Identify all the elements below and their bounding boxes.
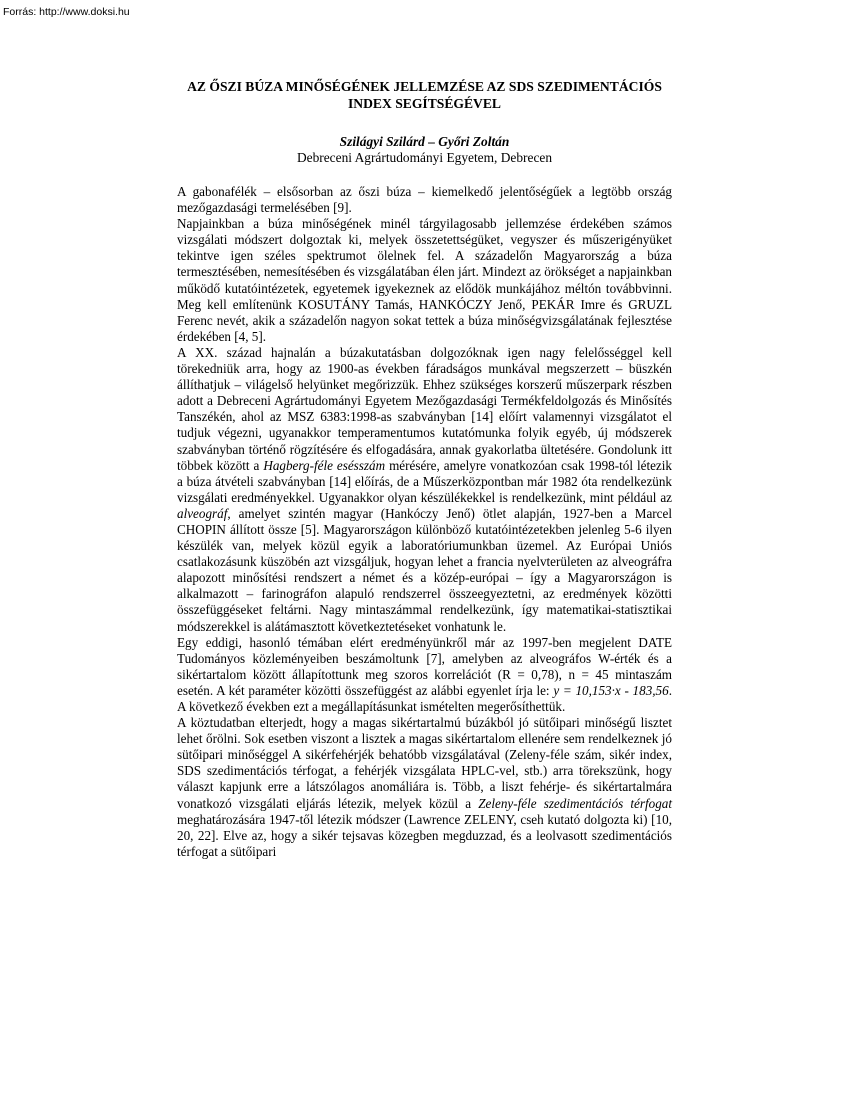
paragraph-3-text-2: mérésére, amelyre vonatkozóan csak 1998-tól létezik a búza átvételi szabványban [14] előírás, de a Műszerközpontban már 1982 óta rendelkezünk vizsgálati eredményekkel. Ugyanakkor olyan készülékekkel is rendelkezünk, mint például az <box>177 457 672 505</box>
authors: Szilágyi Szilárd – Győri Zoltán <box>339 134 510 149</box>
title-line-1: AZ ŐSZI BÚZA MINŐSÉGÉNEK JELLEMZÉSE AZ SDS SZEDIMENTÁCIÓS <box>187 79 662 94</box>
document-page <box>177 78 672 860</box>
title-line-2: INDEX SEGÍTSÉGÉVEL <box>348 96 501 111</box>
body-text <box>177 184 672 860</box>
paragraph-1: A gabonafélék – elsősorban az őszi búza – kiemelkedő jelentőségűek a legtöbb ország mezőgazdasági termelésében [9]. <box>177 184 672 216</box>
regression-equation: y = 10,153·x - 183,56 <box>553 682 669 698</box>
paragraph-3 <box>177 345 672 635</box>
paragraph-4 <box>177 635 672 715</box>
paragraph-3-text-3: , amelyet szintén magyar (Hankóczy Jenő) ötlet alapján, 1927-ben a Marcel CHOPIN állított össze [5]. Magyarországon különböző kutatóintézetekben jelenleg 5-6 ilyen készülék van, melyek közül egyik a laboratóriumunkban üzemel. Az Európai Uniós csatlakozásunk küszöbén azt vizsgáljuk, hogyan lehet a francia nyelvterületen az alveográfra alapozott minősítési rendszert a német és a közép-európai – így a Magyarországon is alkalmazott – farinográfon alapuló rendszerrel összeegyeztetni, az eredmények közötti összefüggéseket feltárni. Nagy mintaszámmal rendelkezünk, így matematikai-statisztikai módszerekkel is alátámasztott következtetéseket vonhatunk le. <box>177 505 672 634</box>
paragraph-2: Napjainkban a búza minőségének minél tárgyilagosabb jellemzése érdekében számos vizsgálati módszert dolgoztak ki, melyek összetettségüket, vegyszer és műszerigényüket tekintve igen széles spektrumot ölelnek fel. A századelőn Magyarország a búza termesztésében, nemesítésében és vizsgálatában élen járt. Mindezt az örökséget a napjainkban működő kutatóintézetek, egyetemek igyekeznek az elődök munkájához méltón továbbvinni. Meg kell említenünk KOSUTÁNY Tamás, HANKÓCZY Jenő, PEKÁR Imre és GRUZL Ferenc nevét, akik a századelőn nagyon sokat tettek a búza minőségvizsgálatának fejlesztése érdekében [4, 5]. <box>177 216 672 344</box>
paragraph-3-italic-2: alveográf <box>177 505 228 521</box>
paragraph-4-text-1: Egy eddigi, hasonló témában elért eredményünkről már az 1997-ben megjelent DATE Tudományos közleményeiben beszámoltunk [7], amelyben az alveográfos W-érték és a sikértartalom között állapítottunk meg szoros korrelációt (R = 0,78), n = 45 mintaszám esetén. A két paraméter közötti összefüggést az alábbi egyenlet írja le: <box>177 634 672 698</box>
paragraph-5-italic-1: Zeleny-féle szedimentációs térfogat <box>478 795 672 811</box>
affiliation: Debreceni Agrártudományi Egyetem, Debrecen <box>296 150 553 165</box>
paragraph-5-text-2: meghatározására 1947-től létezik módszer (Lawrence ZELENY, cseh kutató dolgozta ki) [10, 20, 22]. Elve az, hogy a sikér tejsavas közegben megduzzad, és a leolvasott szedimentációs térfogat a sütőipari <box>177 811 672 859</box>
paragraph-3-text-1: A XX. század hajnalán a búzakutatásban dolgozóknak igen nagy felelősséggel kell törekedniük arra, hogy az 1900-as években fáradságos munkával megszerzett – büszkén állíthatjuk – világelső helyünket megőrizzük. Ehhez szükséges korszerű műszerpark részben adott a Debreceni Agrártudományi Egyetem Mezőgazdasági Termékfeldolgozás és Minősítés Tanszékén, ahol az MSZ 6383:1998-as szabványban [14] előírt valamennyi vizsgálatot el tudjuk végezni, ugyanakkor temperamentumos kutatómunka folyik egyéb, új módszerek szabványban történő rögzítésére és elfogadására, annak gyakorlatba ültetésére. Gondolunk itt többek között a <box>177 344 672 473</box>
paragraph-4-text-2: . A következő években ezt a megállapításunkat ismételten megerősíthettük. <box>177 682 672 714</box>
document-title <box>177 78 672 112</box>
paragraph-5 <box>177 715 672 860</box>
source-label: Forrás: http://www.doksi.hu <box>3 6 130 18</box>
paragraph-5-text-1: A köztudatban elterjedt, hogy a magas sikértartalmú búzákból jó sütőipari minőségű lisztet lehet őrölni. Sok esetben viszont a lisztek a magas sikértartalom ellenére sem rendelkeznek jó sütőipari minőséggel A sikérfehérjék behatóbb vizsgálatával (Zeleny-féle szám, sikér index, SDS szedimentációs térfogat, a fehérjék vizsgálata HPLC-vel, stb.) arra törekszünk, hogy választ kapjunk erre a látszólagos anomáliára is. Több, a liszt fehérje- és sikértartalmára vonatkozó vizsgálati eljárás létezik, melyek közül a <box>177 715 672 811</box>
paragraph-3-italic-1: Hagberg-féle esésszám <box>263 457 386 473</box>
